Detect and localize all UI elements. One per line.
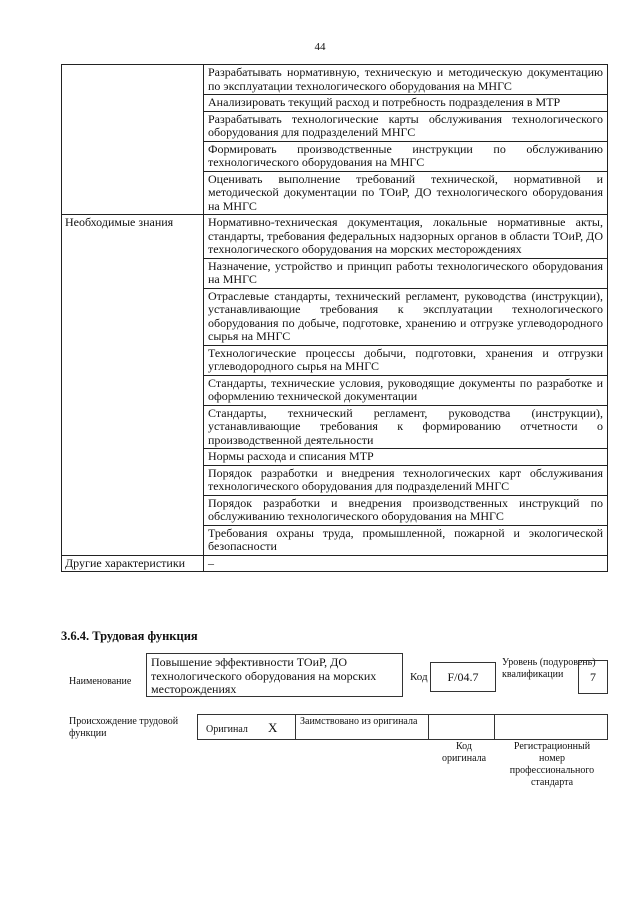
requirement-cell: Стандарты, технический регламент, руководства (инструкции), устанавливающие требования к формированию отчетности о производственной деятельности [204, 405, 608, 449]
table-row [62, 65, 608, 95]
requirement-cell: Нормативно-техническая документация, локальные нормативные акты, стандарты, требования федеральных надзорных органов в области ТОиР, ДО технологического оборудования на морских месторождениях [204, 215, 608, 259]
requirement-cell: Анализировать текущий расход и потребность подразделения в МТР [204, 95, 608, 112]
code-caption: Код оригинала [441, 741, 487, 764]
requirement-cell: Разрабатывать нормативную, техническую и методическую документацию по эксплуатации технологического оборудования на МНГС [204, 65, 608, 95]
borrowed-label: Заимствовано из оригинала [300, 716, 418, 727]
requirement-cell: Требования охраны труда, промышленной, пожарной и экологической безопасности [204, 525, 608, 555]
original-mark: X [268, 720, 278, 735]
origin-label: Происхождение трудовой функции [69, 716, 179, 739]
requirement-cell: Разрабатывать технологические карты обслуживания технологического оборудования для подразделений МНГС [204, 111, 608, 141]
requirement-cell: Порядок разработки и внедрения технологических карт обслуживания технологического оборудования для подразделений МНГС [204, 465, 608, 495]
table-row [62, 555, 608, 572]
requirement-cell: Порядок разработки и внедрения производственных инструкций по обслуживанию технологического оборудования на МНГС [204, 495, 608, 525]
borrowed-cell [295, 714, 428, 740]
origin-row [197, 714, 608, 740]
requirement-cell: – [204, 555, 608, 572]
requirement-cell: Нормы расхода и списания МТР [204, 449, 608, 466]
section-heading: 3.6.4. Трудовая функция [61, 629, 198, 643]
original-cell [197, 714, 295, 740]
requirement-cell: Назначение, устройство и принцип работы технологического оборудования на МНГС [204, 258, 608, 288]
requirement-cell: Отраслевые стандарты, технический регламент, руководства (инструкции), устанавливающие требования к эксплуатации технологического оборудования по добыче, подготовке, хранению и отгрузке углеводородного сырья на МНГС [204, 288, 608, 345]
row-label: Другие характеристики [62, 555, 204, 572]
page-number: 44 [314, 41, 326, 53]
name-label: Наименование [69, 676, 132, 687]
requirement-cell: Стандарты, технические условия, руководящие документы по разработке и оформлению технической документации [204, 375, 608, 405]
row-label [62, 65, 204, 215]
code-label: Код [410, 671, 428, 683]
original-label: Оригинал [206, 724, 248, 735]
function-name-box: Повышение эффективности ТОиР, ДО технологического оборудования на морских месторождениях [146, 653, 403, 697]
code-value-box: F/04.7 [430, 662, 496, 692]
original-code-cell [428, 714, 494, 740]
row-label: Необходимые знания [62, 215, 204, 556]
requirement-cell: Формировать производственные инструкции по обслуживанию технологического оборудования на МНГС [204, 141, 608, 171]
requirement-cell: Оценивать выполнение требований технической, нормативной и методической документации по ТОиР, ДО технологического оборудования на МНГС [204, 171, 608, 215]
level-value-box: 7 [578, 660, 608, 694]
level-label: Уровень (подуровень) квалификации [502, 657, 596, 680]
reg-caption: Регистрационный номер профессионального стандарта [509, 741, 595, 788]
requirement-cell: Технологические процессы добычи, подготовки, хранения и отгрузки углеводородного сырья на МНГС [204, 345, 608, 375]
table-row [62, 215, 608, 259]
reg-number-cell [494, 714, 608, 740]
competency-table [61, 64, 608, 572]
